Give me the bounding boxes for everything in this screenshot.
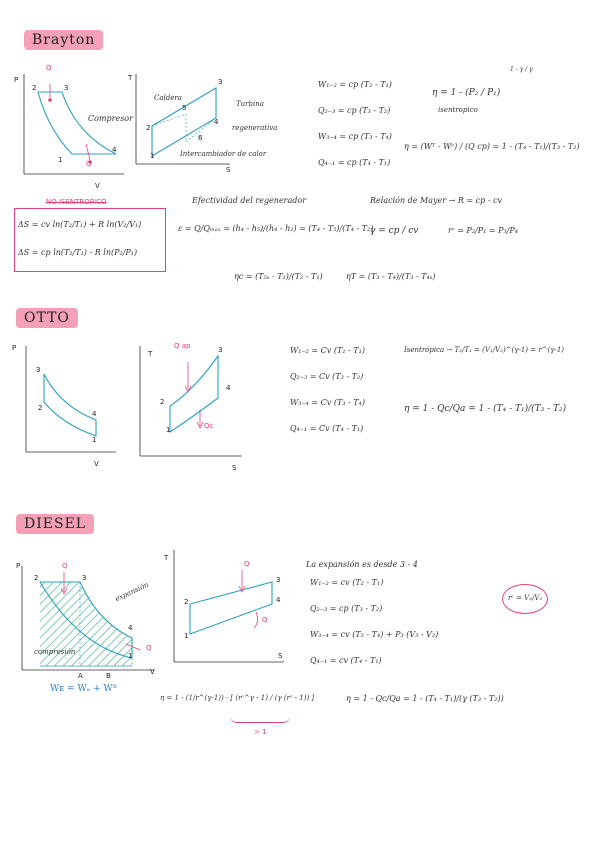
diesel-pv-a: A — [78, 672, 83, 680]
brayton-ts-regenerativa: regenerativa — [232, 124, 278, 132]
brayton-pv-q-in: Q — [46, 64, 52, 72]
diesel-pv-compression: compresión — [34, 648, 76, 656]
otto-pv-diagram — [20, 346, 120, 456]
otto-ts-axis-t: T — [148, 350, 153, 358]
diesel-work-q41: Q₄₋₁ = cv (T₄ - T₁) — [310, 656, 382, 665]
diesel-pv-pt4: 4 — [128, 624, 133, 632]
diesel-pv-pt1: 1 — [128, 652, 133, 660]
no-isentropico-label: NO ISENTROPICO — [46, 198, 107, 206]
diesel-pv-axis-v: V — [150, 668, 155, 676]
otto-pv-pt1: 1 — [92, 436, 97, 444]
diesel-work-q23: Q₂₋₃ = cp (T₃ - T₂) — [310, 604, 383, 613]
brayton-ts-pt4: 4 — [214, 118, 219, 126]
diesel-pv-axis-p: P — [16, 562, 21, 570]
otto-pv-pt3: 3 — [36, 366, 41, 374]
otto-work-q41: Q₄₋₁ = Cv (T₄ - T₁) — [290, 424, 364, 433]
diesel-ts-pt3: 3 — [276, 576, 281, 584]
compression-ratio-eq: rᶜ = P₂/P₁ = P₃/P₄ — [448, 226, 518, 235]
diesel-eta-eq2: η = 1 - Qc/Qa = 1 - (T₄ - T₁)/(γ (T₃ - T₂)) — [346, 694, 504, 703]
eta-compressor-eq: ηc = (T₅ₛ - T₁)/(T₂ - T₁) — [234, 272, 323, 281]
entropy-eq-cv: ΔS = cv ln(T₂/T₁) + R ln(V₂/V₁) — [18, 220, 142, 229]
diesel-ts-diagram — [160, 550, 290, 680]
otto-eta-eq: η = 1 - Qc/Qa = 1 - (T₄ - T₁)/(T₃ - T₂) — [404, 404, 567, 414]
brayton-ts-turbina: Turbina — [236, 100, 264, 108]
diesel-tag: DIESEL — [16, 514, 94, 534]
brayton-pv-pt3: 3 — [64, 84, 69, 92]
otto-ts-q-c: Qc — [204, 422, 214, 430]
brayton-ts-pt5: 5 — [182, 104, 187, 112]
diesel-ts-q-out: Q — [262, 616, 268, 624]
brayton-eta-isentropic-exp: 1 - γ / γ — [510, 66, 533, 73]
brayton-ts-caldera: Caldera — [154, 94, 182, 102]
diesel-ts-axis-t: T — [164, 554, 169, 562]
brayton-work-w34: W₃₋₄ = cp (T₃ - T₄) — [318, 132, 392, 141]
brayton-ts-pt3: 3 — [218, 78, 223, 86]
brayton-isentropico-label: isentropico — [438, 106, 478, 114]
regen-title: Efectividad del regenerador — [192, 196, 307, 205]
diesel-pv-work-sum: Wᴇ = Wₐ + Wᴮ — [50, 684, 117, 694]
otto-pv-pt4: 4 — [92, 410, 97, 418]
otto-pv-axis-v: V — [94, 460, 99, 468]
brayton-ts-pt6: 6 — [198, 134, 203, 142]
otto-ts-pt2: 2 — [160, 398, 165, 406]
otto-work-q23: Q₂₋₃ = Cv (T₃ - T₂) — [290, 372, 364, 381]
otto-tag: OTTO — [16, 308, 78, 328]
eta-turbine-eq: ηT = (T₃ - T₄)/(T₃ - T₄ₛ) — [346, 272, 436, 281]
brayton-pv-axis-p: P — [14, 76, 19, 84]
brayton-pv-pt2: 2 — [32, 84, 37, 92]
brayton-ts-pt2: 2 — [146, 124, 151, 132]
diesel-pv-pt2: 2 — [34, 574, 39, 582]
brayton-pv-axis-v: V — [95, 182, 100, 190]
brayton-work-q23: Q₂₋₃ = cp (T₃ - T₂) — [318, 106, 391, 115]
diesel-eta-gt1: > 1 — [254, 728, 267, 736]
brayton-ts-pt1: 1 — [150, 152, 155, 160]
entropy-eq-cp: ΔS = cp ln(T₂/T₁) - R ln(P₂/P₁) — [18, 248, 138, 257]
brayton-work-q41: Q₄₋₁ = cp (T₄ - T₁) — [318, 158, 391, 167]
diesel-work-w34: W₃₋₄ = cv (T₃ - T₄) + P₃ (V₃ - V₂) — [310, 630, 439, 639]
brayton-work-w12: W₁₋₂ = cp (T₂ - T₁) — [318, 80, 392, 89]
otto-ts-pt4: 4 — [226, 384, 231, 392]
gamma-eq: γ = cp / cv — [370, 226, 419, 236]
no-isentropico-box — [14, 208, 166, 272]
otto-ts-diagram — [134, 346, 244, 466]
brayton-ts-axis-t: T — [128, 74, 133, 82]
regen-eq: ε = Q/Qₘₐₓ = (h₄ - h₅)/(h₄ - h₂) = (T₄ - T₅)/(T₄ - T₂) — [178, 224, 374, 233]
brayton-tag: Brayton — [24, 30, 103, 50]
otto-ts-pt1: 1 — [166, 426, 171, 434]
diesel-pv-expansion: expansión — [113, 580, 150, 604]
otto-ts-pt3: 3 — [218, 346, 223, 354]
mayer-title: Relación de Mayer → R = cp - cv — [370, 196, 503, 205]
brayton-ts-axis-s: S — [226, 166, 231, 174]
brayton-pv-q-out: Q — [86, 160, 92, 168]
otto-work-w34: W₃₋₄ = Cv (T₃ - T₄) — [290, 398, 365, 407]
brayton-pv-pt4: 4 — [112, 146, 117, 154]
diesel-ts-pt4: 4 — [276, 596, 281, 604]
diesel-pv-pt3: 3 — [82, 574, 87, 582]
brayton-eta-work: η = (Wᵀ - Wᶜ) / (Q cp) = 1 - (T₄ - T₁)/(T₃ - T₂) — [404, 142, 580, 151]
otto-pv-axis-p: P — [12, 344, 17, 352]
otto-ts-axis-s: S — [232, 464, 237, 472]
diesel-eta-eq1: η = 1 - (1/r^(γ-1)) · [ (rᶜ^γ - 1) / (γ (rᶜ - 1)) ] — [160, 694, 315, 702]
otto-pv-pt2: 2 — [38, 404, 43, 412]
otto-isentropic-eq: Isentrópica → T₂/T₁ = (V₁/V₂)^(γ-1) = r^(γ-1) — [404, 346, 564, 354]
otto-work-w12: W₁₋₂ = Cv (T₂ - T₁) — [290, 346, 365, 355]
diesel-ts-q-in: Q — [244, 560, 250, 568]
diesel-pv-q-out: Q — [146, 644, 152, 652]
diesel-ts-axis-s: S — [278, 652, 283, 660]
diesel-eta-bracket-underline — [230, 716, 290, 723]
brayton-ts-compresor: Compresor — [88, 114, 133, 123]
otto-ts-q-ap: Q ap — [174, 342, 191, 350]
diesel-ts-pt1: 1 — [184, 632, 189, 640]
diesel-pv-q-in: Q — [62, 562, 68, 570]
brayton-ts-intercambiador: Intercambiador de calor — [180, 150, 267, 158]
diesel-ts-pt2: 2 — [184, 598, 189, 606]
brayton-eta-isentropic: η = 1 - (P₂ / P₁) — [432, 88, 501, 98]
brayton-pv-pt1: 1 — [58, 156, 63, 164]
diesel-expansion-note: La expansión es desde 3 - 4 — [306, 560, 418, 569]
diesel-rc-eq: rᶜ = V₃/V₂ — [508, 594, 543, 602]
diesel-pv-b: B — [106, 672, 111, 680]
diesel-work-w12: W₁₋₂ = cv (T₂ - T₁) — [310, 578, 384, 587]
